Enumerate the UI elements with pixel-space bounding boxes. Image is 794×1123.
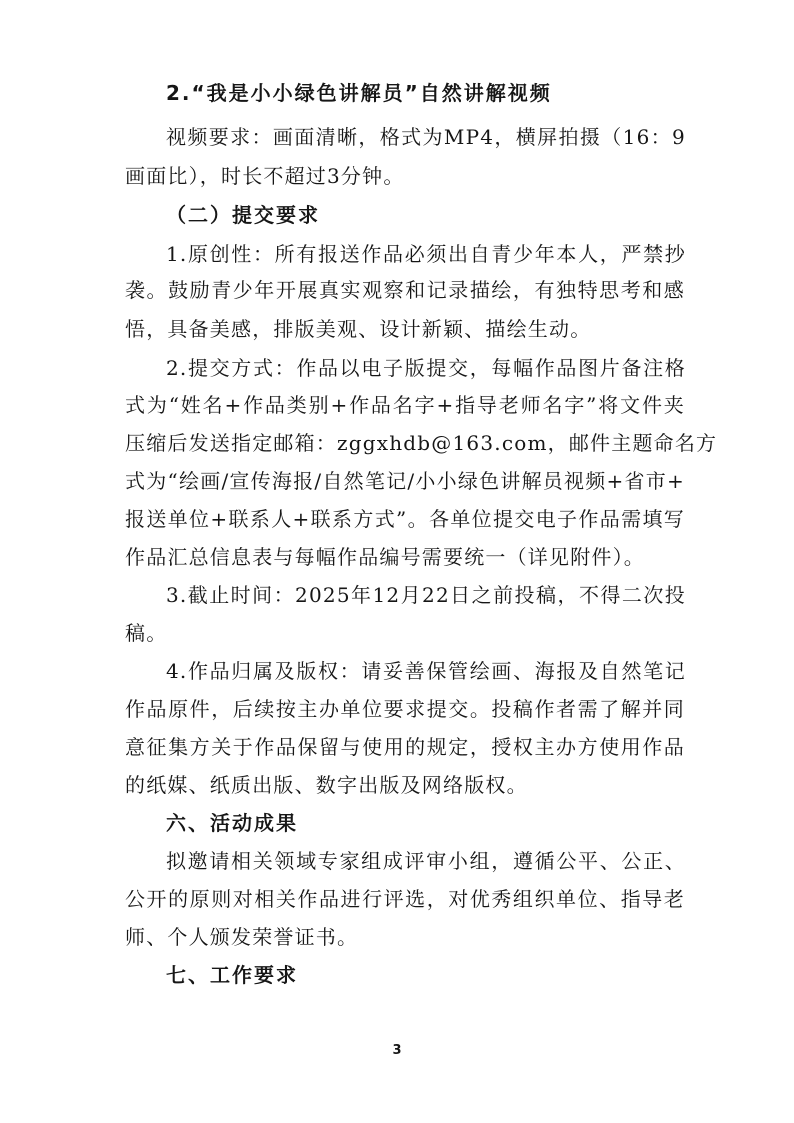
submission-requirements-heading: （二）提交要求 [166,203,320,227]
submission-method-line-6: 作品汇总信息表与每幅作品编号需要统一（详见附件）。 [125,545,645,569]
ownership-line-2: 作品原件，后续按主办单位要求提交。投稿作者需了解并同 [125,697,685,721]
activity-results-heading: 六、活动成果 [166,811,298,835]
originality-line-1: 1.原创性：所有报送作品必须出自青少年本人，严禁抄 [166,242,686,266]
work-requirements-heading: 七、工作要求 [166,963,298,987]
originality-line-3: 悟，具备美感，排版美观、设计新颖、描绘生动。 [125,317,592,341]
deadline-line-2: 稿。 [125,621,168,645]
submission-method-line-4: 式为“绘画/宣传海报/自然笔记/小小绿色讲解员视频+省市+ [125,469,685,493]
section-title-green-guide-video: 2.“我是小小绿色讲解员”自然讲解视频 [166,81,552,105]
originality-line-2: 袭。鼓励青少年开展真实观察和记录描绘，有独特思考和感 [125,278,685,302]
activity-results-line-3: 师、个人颁发荣誉证书。 [125,925,359,949]
video-requirement-line-2: 画面比），时长不超过3分钟。 [125,164,405,188]
activity-results-line-1: 拟邀请相关领域专家组成评审小组，遵循公平、公正、 [166,849,686,873]
ownership-line-3: 意征集方关于作品保留与使用的规定，授权主办方使用作品 [125,735,685,759]
submission-method-line-3: 压缩后发送指定邮箱：zggxhdb@163.com，邮件主题命名方 [125,431,718,455]
video-requirement-line-1: 视频要求：画面清晰，格式为MP4，横屏拍摄（16：9 [166,125,686,149]
deadline-line-1: 3.截止时间：2025年12月22日之前投稿，不得二次投 [166,583,686,607]
ownership-line-1: 4.作品归属及版权：请妥善保管绘画、海报及自然笔记 [166,659,686,683]
submission-method-line-2: 式为“姓名+作品类别+作品名字+指导老师名字”将文件夹 [125,393,685,417]
page-number: 3 [392,1043,402,1058]
submission-method-line-1: 2.提交方式：作品以电子版提交，每幅作品图片备注格 [166,356,686,380]
ownership-line-4: 的纸媒、纸质出版、数字出版及网络版权。 [125,773,528,797]
submission-method-line-5: 报送单位+联系人+联系方式”。各单位提交电子作品需填写 [125,507,685,531]
activity-results-line-2: 公开的原则对相关作品进行评选，对优秀组织单位、指导老 [125,887,685,911]
